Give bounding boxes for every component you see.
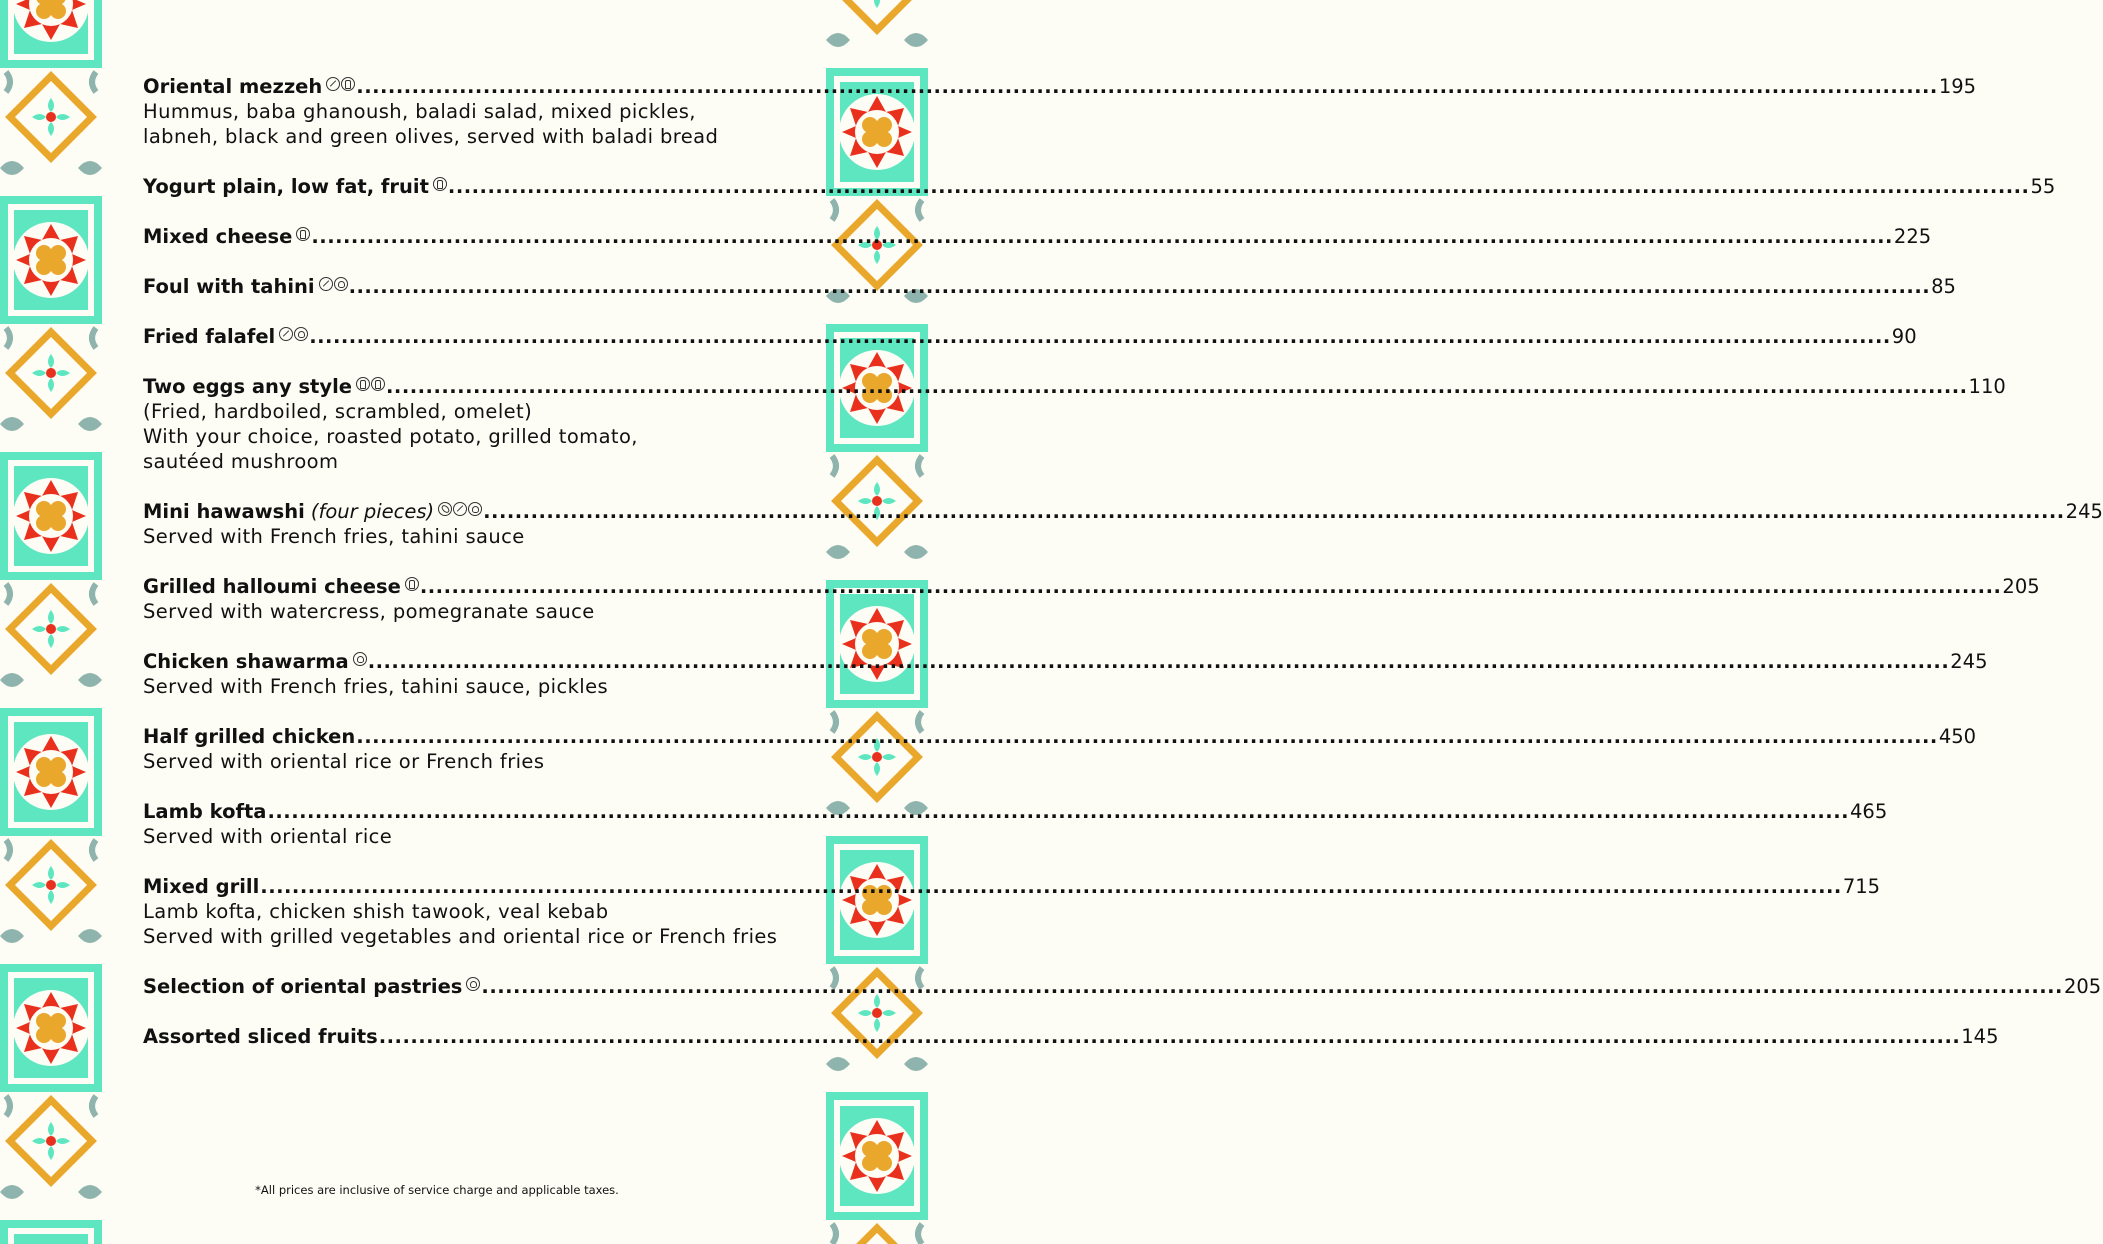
menu-item-name: Chicken shawarma [143, 650, 349, 673]
menu-item-description: sautéed mushroom [143, 450, 339, 473]
menu-item-line [143, 1024, 1999, 1049]
veg-icon [279, 327, 293, 341]
menu-item-line [143, 174, 2056, 199]
menu-item [143, 649, 1988, 699]
dot-leader: ........................................................................................................................................................................................................ [267, 800, 1850, 823]
menu-item-description: Served with French fries, tahini sauce [143, 525, 525, 548]
menu-item [143, 1024, 1999, 1049]
dietary-icons [433, 179, 447, 193]
menu-item-line [143, 374, 2006, 399]
menu-item-line [143, 649, 1988, 674]
menu-item-description: Hummus, baba ghanoush, baladi salad, mixed pickles, [143, 100, 696, 123]
left-tile-border [0, 0, 102, 1240]
menu-item [143, 324, 1917, 349]
price-footnote: *All prices are inclusive of service charge and applicable taxes. [255, 1183, 619, 1197]
menu-item-description: Served with grilled vegetables and oriental rice or French fries [143, 925, 778, 948]
menu-item-line [143, 799, 1888, 824]
menu-item-note: (four pieces) [310, 500, 435, 523]
dietary-icons [296, 229, 310, 243]
dairy-icon [371, 377, 385, 391]
menu-item-line [143, 274, 1956, 299]
menu-item-price: 145 [1961, 1025, 1999, 1048]
dot-leader: ........................................................................................................................................................................................................ [260, 875, 1842, 898]
menu-item-name: Oriental mezzeh [143, 75, 323, 98]
menu-item-description: Served with watercress, pomegranate sauce [143, 600, 595, 623]
menu-item-price: 465 [1850, 800, 1888, 823]
menu-item-line [143, 574, 2040, 599]
menu-item-name: Assorted sliced fruits [143, 1025, 378, 1048]
menu-list [143, 74, 2103, 1074]
veg-icon [319, 277, 333, 291]
menu-item-description: Served with oriental rice or French fries [143, 750, 545, 773]
dietary-icons [326, 79, 355, 93]
menu-item-price: 715 [1842, 875, 1881, 898]
menu-item-price: 225 [1893, 225, 1932, 248]
dot-leader: ........................................................................................................................................................................................................ [386, 375, 1968, 398]
menu-item [143, 274, 1956, 299]
dairy-icon [405, 577, 419, 591]
menu-item [143, 799, 1888, 849]
menu-item-price: 90 [1891, 325, 1917, 348]
menu-item-name: Fried falafel [143, 325, 276, 348]
menu-item-price: 110 [1968, 375, 2006, 398]
egg-icon [356, 377, 370, 391]
menu-item-line [143, 224, 1932, 249]
menu-item [143, 374, 2006, 474]
menu-item-price: 85 [1931, 275, 1956, 298]
menu-item [143, 724, 1977, 774]
dietary-icons [279, 329, 308, 343]
menu-item-line [143, 974, 2102, 999]
nuts-icon [468, 502, 482, 516]
veg-icon [326, 77, 340, 91]
veg-icon [453, 502, 467, 516]
menu-item-price: 55 [2030, 175, 2056, 198]
left-tile-pattern [0, 0, 102, 1240]
menu-item-name: Half grilled chicken [143, 725, 356, 748]
menu-item-line [143, 499, 2103, 524]
dot-leader: ........................................................................................................................................................................................................ [378, 1025, 1961, 1048]
menu-item [143, 174, 2056, 199]
dietary-icons [319, 279, 348, 293]
menu-item-price: 245 [1950, 650, 1988, 673]
dot-leader: ........................................................................................................................................................................................................ [419, 575, 2002, 598]
menu-item-price: 205 [2063, 975, 2102, 998]
menu-item-name: Grilled halloumi cheese [143, 575, 401, 598]
menu-item-description: Served with French fries, tahini sauce, pickles [143, 675, 609, 698]
menu-item [143, 974, 2102, 999]
menu-item-price: 195 [1938, 75, 1977, 98]
menu-item-description: Lamb kofta, chicken shish tawook, veal kebab [143, 900, 609, 923]
dietary-icons [466, 979, 480, 993]
menu-item-name: Mixed cheese [143, 225, 293, 248]
menu-item-line [143, 74, 1977, 99]
menu-item-description: With your choice, roasted potato, grilled tomato, [143, 425, 638, 448]
menu-item [143, 874, 1881, 949]
dot-leader: ........................................................................................................................................................................................................ [348, 275, 1931, 298]
nuts-icon [466, 977, 480, 991]
dietary-icons [356, 379, 385, 393]
menu-item-name: Lamb kofta [143, 800, 267, 823]
menu-item-name: Mini hawawshi [143, 500, 305, 523]
dot-leader: ........................................................................................................................................................................................................ [447, 175, 2030, 198]
menu-item-price: 245 [2065, 500, 2103, 523]
menu-item-price: 450 [1938, 725, 1977, 748]
menu-item [143, 499, 2103, 549]
menu-item-name: Yogurt plain, low fat, fruit [143, 175, 429, 198]
menu-item-name: Foul with tahini [143, 275, 315, 298]
dot-leader: ........................................................................................................................................................................................................ [367, 650, 1950, 673]
dietary-icons [405, 579, 419, 593]
menu-item-line [143, 324, 1917, 349]
dot-leader: ........................................................................................................................................................................................................ [483, 500, 2065, 523]
dot-leader: ........................................................................................................................................................................................................ [309, 325, 1891, 348]
menu-item-line [143, 724, 1977, 749]
menu-item [143, 574, 2040, 624]
dietary-icons [353, 654, 367, 668]
dairy-icon [341, 77, 355, 91]
dairy-icon [433, 177, 447, 191]
nuts-icon [334, 277, 348, 291]
menu-item-description: (Fried, hardboiled, scrambled, omelet) [143, 400, 533, 423]
dot-leader: ........................................................................................................................................................................................................ [356, 725, 1938, 748]
dietary-icons [438, 504, 482, 518]
nuts-icon [294, 327, 308, 341]
menu-item-price: 205 [2002, 575, 2040, 598]
menu-item-description: Served with oriental rice [143, 825, 393, 848]
menu-item [143, 74, 1977, 149]
menu-item [143, 224, 1932, 249]
menu-item-name: Selection of oriental pastries [143, 975, 463, 998]
gluten-icon [438, 502, 452, 516]
menu-item-description: labneh, black and green olives, served with baladi bread [143, 125, 719, 148]
menu-item-name: Mixed grill [143, 875, 260, 898]
nuts-icon [353, 652, 367, 666]
dot-leader: ........................................................................................................................................................................................................ [311, 225, 1893, 248]
dairy-icon [296, 227, 310, 241]
dot-leader: ........................................................................................................................................................................................................ [481, 975, 2063, 998]
menu-item-line [143, 874, 1881, 899]
dot-leader: ........................................................................................................................................................................................................ [356, 75, 1938, 98]
menu-item-name: Two eggs any style [143, 375, 352, 398]
